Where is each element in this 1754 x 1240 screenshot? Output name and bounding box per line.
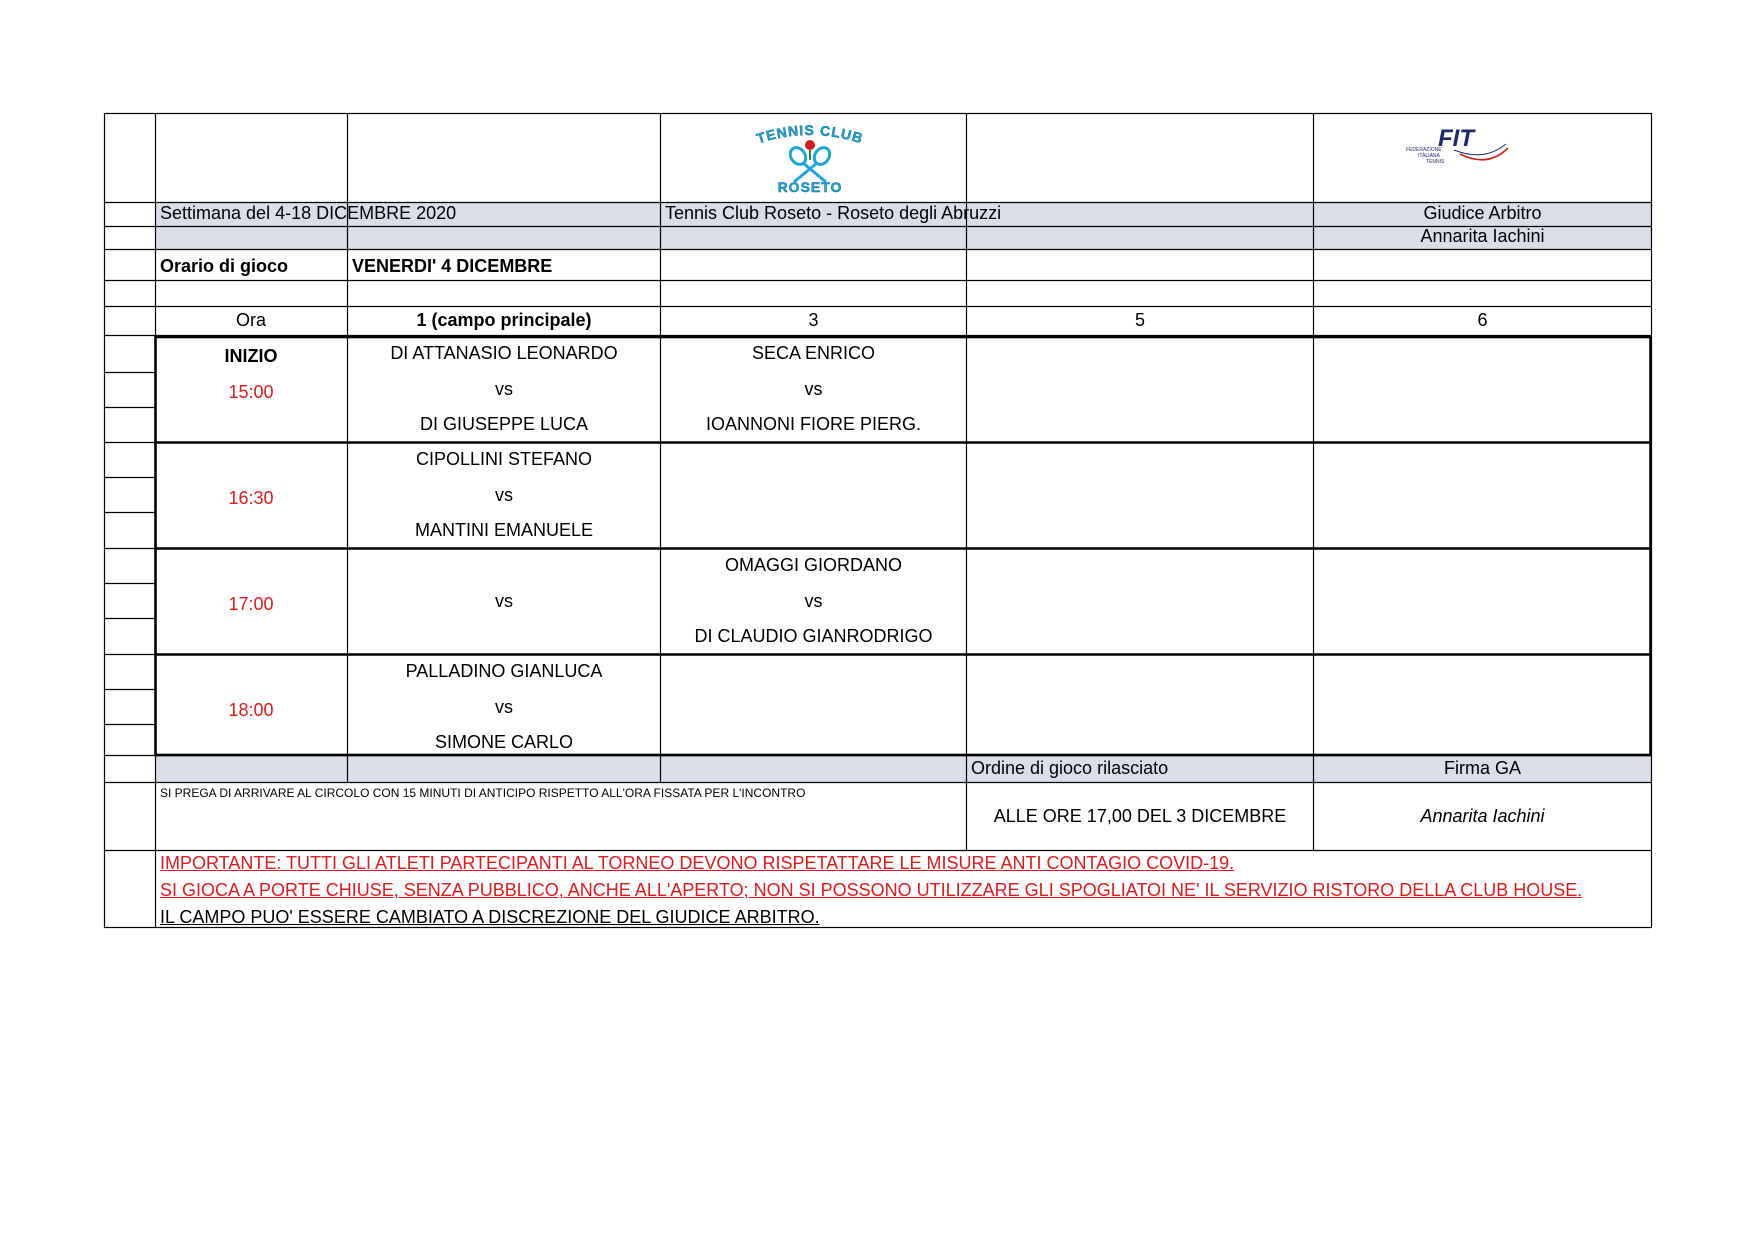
match-player-1: CIPOLLINI STEFANO xyxy=(415,449,593,469)
fit-logo-text: FIT xyxy=(1438,125,1474,152)
fit-federation-logo xyxy=(1398,124,1518,174)
match-vs: vs xyxy=(804,379,823,399)
match-vs: vs xyxy=(804,591,823,611)
slot-time: 16:30 xyxy=(228,488,274,508)
logo-bottom-text: ROSETO xyxy=(777,179,843,195)
column-header-time: Ora xyxy=(235,310,266,330)
schedule-label: Orario di gioco xyxy=(160,256,289,276)
match-player-2: SIMONE CARLO xyxy=(434,732,574,752)
logo-top-text: TENNIS CLUB xyxy=(754,121,866,147)
slot-start-label: INIZIO xyxy=(224,346,278,366)
column-header-court-3: 3 xyxy=(808,310,819,330)
fit-sub-line-2: ITALIANA xyxy=(1418,153,1440,159)
referee-label: Giudice Arbitro xyxy=(1423,203,1542,223)
match-player-1: PALLADINO GIANLUCA xyxy=(405,661,603,681)
match-player-2: DI CLAUDIO GIANRODRIGO xyxy=(694,626,933,646)
column-header-court-1: 1 (campo principale) xyxy=(416,310,592,330)
match-vs: vs xyxy=(495,591,513,611)
referee-signature: Annarita Iachini xyxy=(1420,806,1545,826)
column-header-court-5: 5 xyxy=(1134,310,1145,330)
week-label: Settimana del 4-18 DICEMBRE 2020 xyxy=(160,203,457,223)
column-header-court-6: 6 xyxy=(1477,310,1488,330)
match-player-1: DI ATTANASIO LEONARDO xyxy=(390,343,618,363)
signature-label: Firma GA xyxy=(1443,758,1521,778)
tennis-club-roseto-logo xyxy=(740,116,880,198)
slot-time: 17:00 xyxy=(228,594,274,614)
order-time: ALLE ORE 17,00 DEL 3 DICEMBRE xyxy=(993,806,1287,826)
referee-name: Annarita Iachini xyxy=(1420,226,1545,246)
important-notice-2: SI GIOCA A PORTE CHIUSE, SENZA PUBBLICO, ANCHE ALL'APERTO; NON SI POSSONO UTILIZZARE GLI SPOGLIATOI NE' IL SERVIZIO RISTORO DELLA CLUB HOUSE. xyxy=(160,880,1583,900)
match-player-1: OMAGGI GIORDANO xyxy=(724,555,902,575)
order-label: Ordine di gioco rilasciato xyxy=(971,758,1169,778)
fit-sub-line-3: TENNIS xyxy=(1426,159,1445,165)
match-player-2: IOANNONI FIORE PIERG. xyxy=(705,414,922,434)
slot-time: 18:00 xyxy=(228,700,274,720)
arrival-notice: SI PREGA DI ARRIVARE AL CIRCOLO CON 15 MINUTI DI ANTICIPO RISPETTO ALL'ORA FISSATA PER L'INCONTRO xyxy=(160,786,806,800)
match-vs: vs xyxy=(495,485,513,505)
match-player-2: DI GIUSEPPE LUCA xyxy=(419,414,589,434)
fit-sub-line-1: FEDERAZIONE xyxy=(1406,147,1442,153)
match-player-2: MANTINI EMANUELE xyxy=(414,520,594,540)
match-player-1: SECA ENRICO xyxy=(751,343,876,363)
important-notice-3: IL CAMPO PUO' ESSERE CAMBIATO A DISCREZIONE DEL GIUDICE ARBITRO. xyxy=(160,907,820,927)
club-name: Tennis Club Roseto - Roseto degli Abruzzi xyxy=(665,203,1002,223)
match-vs: vs xyxy=(495,697,513,717)
day-label: VENERDI' 4 DICEMBRE xyxy=(352,256,553,276)
match-vs: vs xyxy=(495,379,513,399)
slot-time: 15:00 xyxy=(228,382,274,402)
important-notice-1: IMPORTANTE: TUTTI GLI ATLETI PARTECIPANTI AL TORNEO DEVONO RISPETATTARE LE MISURE ANTI CONTAGIO COVID-19. xyxy=(160,853,1235,873)
